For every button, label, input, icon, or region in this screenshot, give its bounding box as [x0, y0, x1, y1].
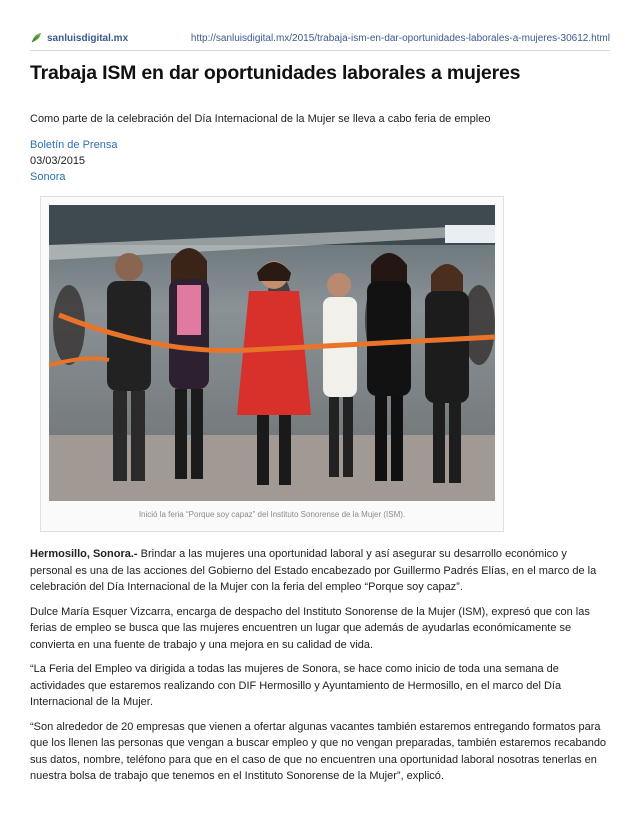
section-link[interactable]: Sonora	[30, 171, 66, 183]
source-bar	[30, 30, 610, 46]
category-link[interactable]: Boletín de Prensa	[30, 139, 118, 151]
header-divider	[30, 50, 610, 51]
leaf-icon	[30, 32, 42, 44]
article-title: Trabaja ISM en dar oportunidades laborales a mujeres	[30, 62, 521, 84]
article-body	[30, 546, 608, 793]
site-name[interactable]: sanluisdigital.mx	[47, 32, 129, 44]
paragraph-1-text: Brindar a las mujeres una oportunidad laboral y así asegurar su desarrollo económico y personal es una de las acciones del Gobierno del Estado encabezado por Guillermo Padrés Elías, en el marco de la celebración del Día Internacional de la Mujer con la feria del empleo “Porque soy capaz”.	[30, 548, 597, 593]
ribbon-cutting-photo	[49, 205, 495, 501]
paragraph-2: Dulce María Esquer Vizcarra, encarga de despacho del Instituto Sonorense de la Mujer (ISM), expresó que con las ferias de empleo se busca que las mujeres encuentren un lugar que además de ayudarlas económicamente se convierta en una fuente de trabajo y una mejora en su calidad de vida.	[30, 605, 590, 651]
paragraph-3: “La Feria del Empleo va dirigida a todas las mujeres de Sonora, se hace como inicio de toda una semana de actividades que estaremos realizando con DIF Hermosillo y Ayuntamiento de Hermosillo, en el marco del Día Internacional de la Mujer.	[30, 663, 562, 708]
paragraph-4: “Son alrededor de 20 empresas que vienen a ofertar algunas vacantes también estaremos entregando formatos para que los llenen las personas que vengan a buscar empleo y que no vengan preparadas, también estaremos recabando sus datos, nombre, teléfono para que en el caso de que no encuentren una oportunidad laboral nosotras tenerlas en nuestra bolsa de trabajo que tenemos en el Instituto Sonorense de la Mujer”, explicó.	[30, 720, 607, 782]
publish-date: 03/03/2015	[30, 155, 86, 167]
site-link[interactable]	[30, 32, 128, 44]
photo-figure	[40, 196, 504, 532]
article-subtitle: Como parte de la celebración del Día Internacional de la Mujer se lleva a cabo feria de empleo	[30, 113, 491, 125]
source-url[interactable]: http://sanluisdigital.mx/2015/trabaja-ism-en-dar-oportunidades-laborales-a-mujeres-30612.html	[190, 32, 610, 44]
photo-caption: Inició la feria “Porque soy capaz” del Instituto Sonorense de la Mujer (ISM).	[138, 510, 406, 519]
dateline: Hermosillo, Sonora.-	[30, 548, 138, 560]
article-meta	[30, 137, 117, 185]
paragraph-1	[30, 546, 608, 596]
